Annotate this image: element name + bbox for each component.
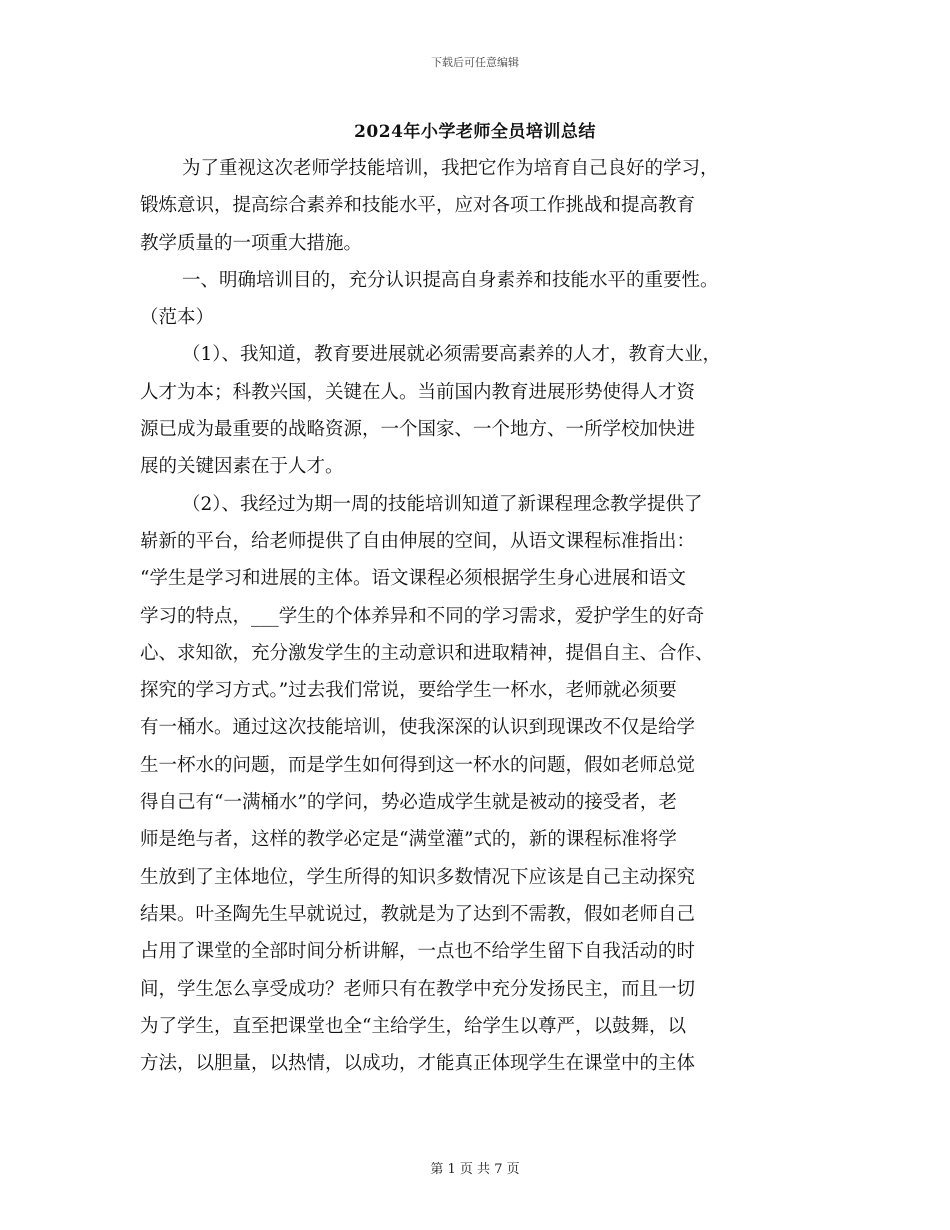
paragraph-line: 人才为本；科教兴国，关键在人。当前国内教育进展形势使得人才资 bbox=[140, 381, 696, 403]
paragraph-line: 生一杯水的问题，而是学生如何得到这一杯水的问题，假如老师总觉 bbox=[140, 754, 696, 776]
paragraph-line: “学生是学习和进展的主体。语文课程必须根据学生身心进展和语文 bbox=[140, 568, 686, 590]
page-number-indicator: 第 1 页 共 7 页 bbox=[430, 1162, 520, 1177]
document-title: 2024年小学老师全员培训总结 bbox=[354, 122, 596, 142]
paragraph-line: 探究的学习方式。”过去我们常说，要给学生一杯水，老师就必须要 bbox=[140, 680, 677, 702]
section-heading-line: （范本） bbox=[140, 307, 215, 329]
paragraph-line: （1）、我知道，教育要进展就必须需要高素养的人才，教育大业， bbox=[182, 344, 722, 366]
page-header-note: 下载后可任意编辑 bbox=[431, 56, 519, 69]
document-body bbox=[140, 150, 820, 1082]
paragraph-line: 占用了课堂的全部时间分析讲解，一点也不给学生留下自我活动的时 bbox=[140, 941, 696, 963]
paragraph-line: 生放到了主体地位，学生所得的知识多数情况下应该是自己主动探究 bbox=[140, 866, 696, 888]
paragraph-line: 崭新的平台，给老师提供了自由伸展的空间，从语文课程标准指出： bbox=[140, 530, 696, 552]
paragraph-line: （2）、我经过为期一周的技能培训知道了新课程理念教学提供了 bbox=[182, 493, 703, 515]
paragraph-line: 间，学生怎么享受成功？老师只有在教学中充分发扬民主，而且一切 bbox=[140, 978, 696, 1000]
paragraph-line: 锻炼意识，提高综合素养和技能水平，应对各项工作挑战和提高教育 bbox=[140, 195, 696, 217]
paragraph-line: 为了学生，直至把课堂也全“主给学生，给学生以尊严，以鼓舞，以 bbox=[140, 1015, 686, 1037]
paragraph-line: 有一桶水。通过这次技能培训，使我深深的认识到现课改不仅是给学 bbox=[140, 717, 696, 739]
paragraph-line: 源已成为最重要的战略资源，一个国家、一个地方、一所学校加快进 bbox=[140, 419, 696, 441]
section-heading-line: 一、明确培训目的，充分认识提高自身素养和技能水平的重要性。 bbox=[182, 269, 719, 291]
paragraph-line: 方法，以胆量，以热情，以成功，才能真正体现学生在课堂中的主体 bbox=[140, 1053, 696, 1075]
paragraph-line: 学习的特点，___学生的个体养异和不同的学习需求，爱护学生的好奇 bbox=[140, 605, 705, 627]
paragraph-line: 师是绝与者，这样的教学必定是“满堂灌”式的，新的课程标准将学 bbox=[140, 829, 677, 851]
paragraph-line: 结果。叶圣陶先生早就说过，教就是为了达到不需教，假如老师自己 bbox=[140, 903, 696, 925]
paragraph-line: 教学质量的一项重大措施。 bbox=[140, 232, 363, 254]
paragraph-line: 心、求知欲，充分激发学生的主动意识和进取精神，提倡自主、合作、 bbox=[140, 642, 714, 664]
paragraph-line: 展的关键因素在于人才。 bbox=[140, 456, 344, 478]
paragraph-line: 得自己有“一满桶水”的学问，势必造成学生就是被动的接受者，老 bbox=[140, 792, 677, 814]
paragraph-line: 为了重视这次老师学技能培训，我把它作为培育自己良好的学习， bbox=[182, 158, 719, 179]
